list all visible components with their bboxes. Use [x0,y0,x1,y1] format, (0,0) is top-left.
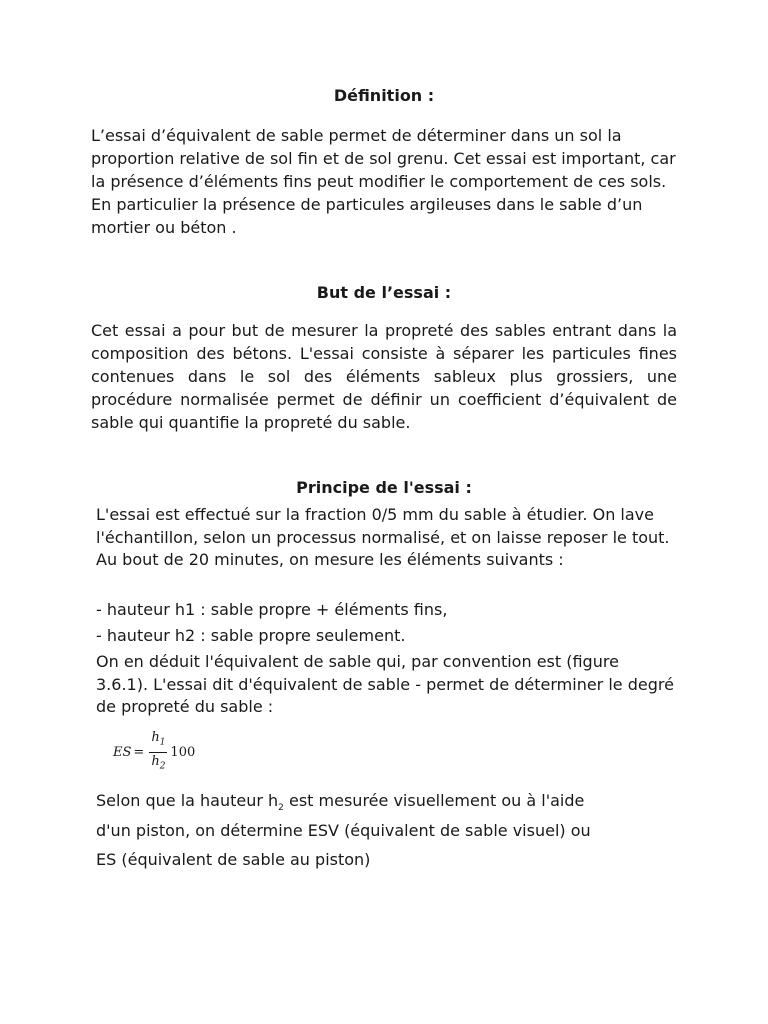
principe-heading: Principe de l'essai : [296,478,472,497]
list-item-h2: - hauteur h2 : sable propre seulement. [96,626,406,645]
es-formula [113,729,196,772]
h2-subscript: 2 [278,803,284,814]
formula-lhs: ES [113,744,132,760]
list-item-h1: - hauteur h1 : sable propre + éléments fins, [96,600,448,619]
final-line-1: Selon que la hauteur $h_2$ est mesurée visuellement ou à l'aide [96,791,585,814]
formula-equals: = [133,744,145,760]
final-line-2: d'un piston, on détermine ESV (équivalent de sable visuel) ou [96,821,591,840]
formula-fraction [149,730,167,774]
definition-heading: Définition : [333,86,435,105]
formula-denominator: $h_2$ [151,753,166,772]
final-line-3: ES (équivalent de sable au piston) [96,850,371,869]
but-heading: But de l’essai : [316,283,452,302]
formula-factor: 100 [170,744,196,760]
deduction-paragraph: On en déduit l'équivalent de sable qui, par convention est (figure 3.6.1). L'essai dit d'équivalent de sable - permet de déterminer le degré de propreté du sable : [96,652,674,716]
definition-paragraph: L’essai d’équivalent de sable permet de déterminer dans un sol la proportion relative de sol fin et de sol grenu. Cet essai est important, car la présence d’éléments fins peut modifier le comportement de ces sols. En particulier la présence de particules argileuses dans le sable d’un mortier ou béton . [91,126,676,237]
formula-numerator: $h_1$ [149,730,167,753]
but-paragraph: Cet essai a pour but de mesurer la propreté des sables entrant dans la composition des bétons. L'essai consiste à séparer les particules fines contenues dans le sol des éléments sableux plus grossiers, une procédure normalisée permet de définir un coefficient d’équivalent de sable qui quantifie la propreté du sable. [91,321,677,432]
principe-intro-paragraph: L'essai est effectué sur la fraction 0/5 mm du sable à étudier. On lave l'échantillon, selon un processus normalisé, et on laisse reposer le tout. Au bout de 20 minutes, on mesure les éléments suivants : [96,505,670,569]
